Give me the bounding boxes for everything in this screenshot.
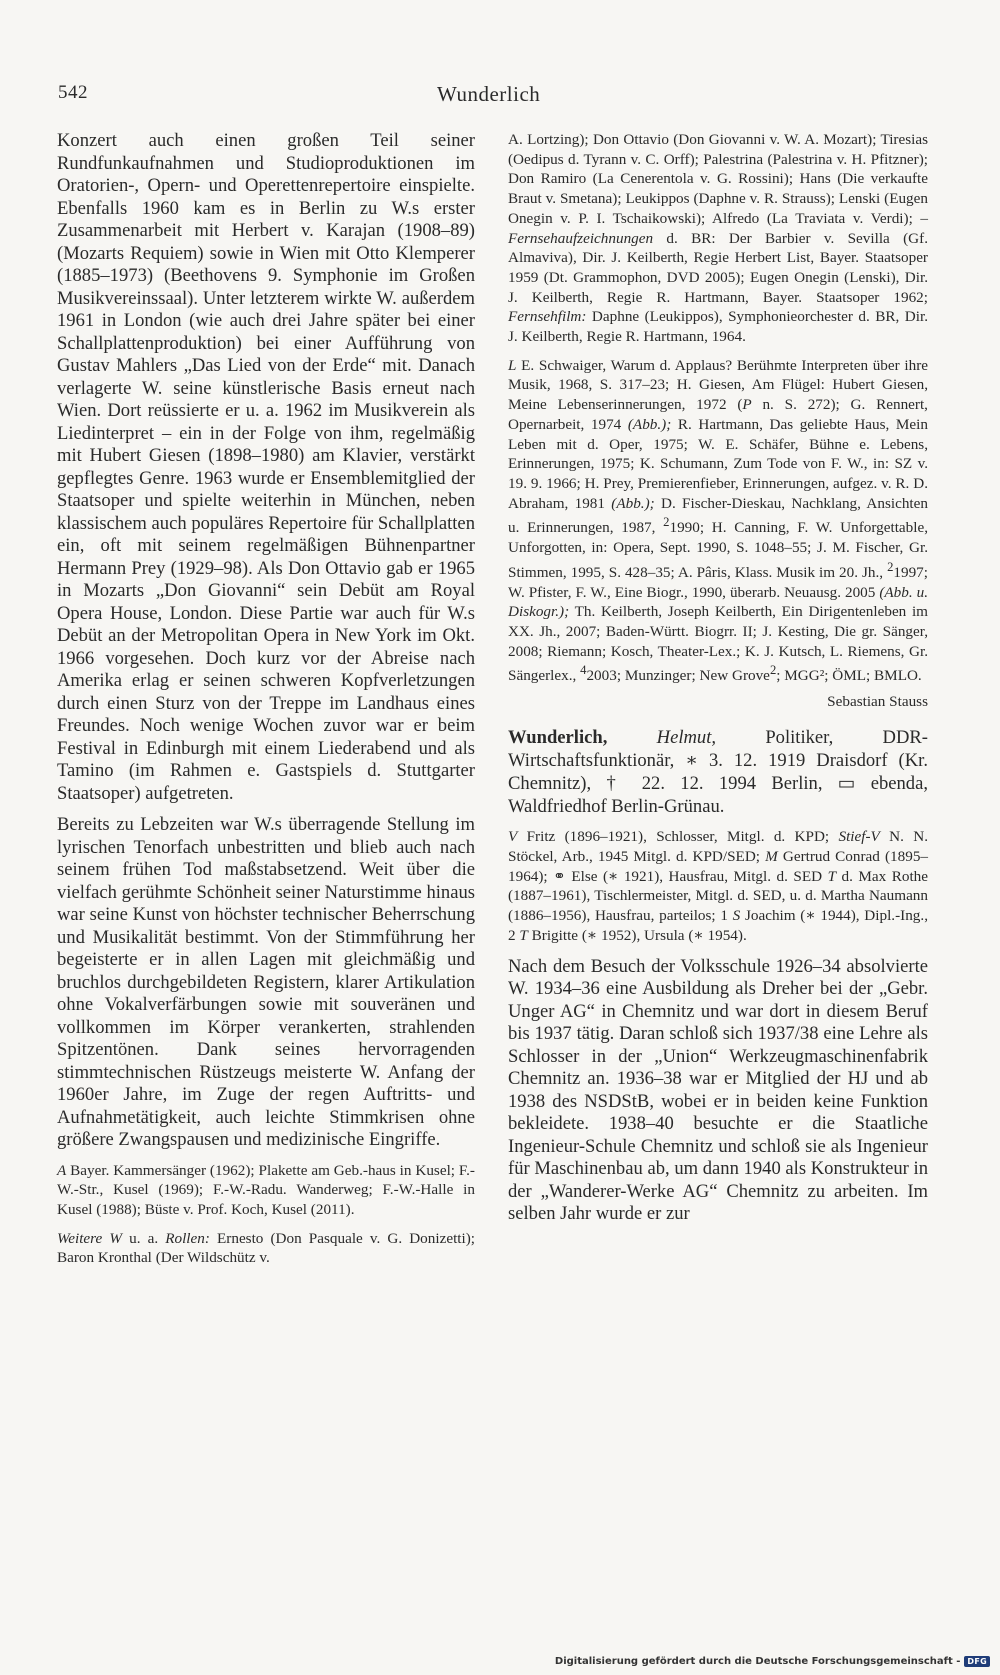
family-v-label: V — [508, 828, 518, 846]
family-b: N. N. Stöckel, Arb., 1945 Mitgl. d. KPD/SED; — [508, 828, 929, 866]
family-m-label: M — [765, 848, 778, 866]
family-stiefv-label: Stief-V — [838, 828, 880, 846]
dfg-logo: DFG — [964, 1656, 990, 1667]
body-paragraph-2: Bereits zu Lebzeiten war W.s überragende Stellung im lyrischen Tenorfach unbestritten und blieb auch nach seinem frühen Tod maßstabsetzend. Weit über die vielfach gerühmte Schönheit seiner Naturstimme hinaus war seine Kunst von höchster technischer Beherrschung und Musikalität bestimmt. Von der Stimmführung her begeisterte er in allen Lagen mit gleichmäßig und bruchlos durchgebildeten Registern, klarer Artikulation ohne Vokalverfärbungen sowie mit souveränen und vollkommen im Körper verankerten, strahlenden Spitzentönen. Dank seines hervorragenden stimmtechnischen Rüstzeugs meisterte W. Anfang der 1960er Jahre, im Zuge der regen Auftritts- und Aufnahmetätigkeit, auch leichte Stimmkrisen ohne größere Zwangspausen und medizinische Eingriffe. — [57, 814, 475, 1150]
works-section — [57, 1229, 475, 1268]
family-a: Fritz (1896–1921), Schlosser, Mitgl. d. KPD; — [517, 828, 839, 846]
literature-section — [508, 356, 928, 686]
lit-sup-2c: 2 — [769, 663, 777, 678]
entry-rest: Politiker, DDR-Wirtschaftsfunktionär, ∗ 3. 12. 1919 Draisdorf (Kr. Chemnitz), † 22. 12. 1994 Berlin, ▭ ebenda, Waldfriedhof Berlin-Grünau. — [508, 727, 928, 817]
lit-label: L — [508, 356, 517, 374]
works-roles-label: Rollen: — [165, 1229, 210, 1247]
tv-recordings-label: Fernsehaufzeichnungen — [508, 229, 654, 247]
works-continuation — [508, 130, 928, 347]
entry-headword: Wunderlich, — [508, 727, 608, 749]
tv-film-label: Fernsehfilm: — [508, 308, 587, 326]
author-signature: Sebastian Stauss — [827, 693, 928, 711]
family-f: Brigitte (∗ 1952), Ursula (∗ 1954). — [527, 926, 747, 944]
lit-i: ; MGG²; ÖML; BMLO. — [776, 667, 922, 685]
lit-h: 2003; Munzinger; New Grove — [586, 667, 770, 685]
works-cont-c: Daphne (Leukippos), Symphonieorchester d. BR, Dir. J. Keilberth, Regie R. Hartmann, 1964. — [508, 308, 928, 346]
lit-g: Th. Keilberth, Joseph Keilberth, Ein Dirigentenleben im XX. Jh., 2007; Baden-Württ. Biogrr. II; J. Kesting, Die gr. Sänger, 2008; Riemann; Kosch, Theater-Lex.; K. J. Kutsch, L. Riemens, Gr. Sängerlex., — [508, 603, 928, 685]
footer-text: Digitalisierung gefördert durch die Deutsche Forschungsgemeinschaft - — [554, 1656, 961, 1667]
lit-abb-3: (Abb. u. Diskogr.); — [508, 583, 928, 621]
family-c: Gertrud Conrad (1895–1964); ⚭ Else (∗ 1921), Hausfrau, Mitgl. d. SED — [508, 848, 929, 885]
right-column — [508, 130, 928, 1226]
lit-a: E. Schwaiger, Warum d. Applaus? Berühmte Interpreten über ihre Musik, 1968, S. 317–23; H. Giesen, Am Flügel: Hubert Giesen, Meine Lebenserinnerungen, 1972 ( — [508, 356, 928, 414]
biography-paragraph: Nach dem Besuch der Volksschule 1926–34 absolvierte W. 1934–36 eine Ausbildung als Dreher bei der „Gebr. Unger AG“ in Chemnitz und war dort in diesem Beruf bis 1937 tätig. Daran schloß sich 1937/38 eine Lehre als Schlosser in der „Union“ Werkzeugmaschinenfabrik Chemnitz an. 1936–38 war er Mitglied der HJ und ab 1938 des NSDStB, wobei er in beiden keine Funktion bekleidete. 1938–40 besuchte er die Staatliche Ingenieur-Schule Chemnitz und schloß sie als Ingenieur für Maschinenbau ab, um dann 1940 als Konstrukteur in der „Wanderer-Werke AG“ Chemnitz zu arbeiten. Im selben Jahr wurde er zur — [508, 955, 928, 1225]
family-d: d. Max Rothe (1887–1961), Tischlermeister, Mitgl. d. SED, u. d. Martha Naumann (1886–1956), Hausfrau, parteilos; 1 — [508, 867, 929, 925]
lit-f: 1997; W. Pfister, F. W., Eine Biogr., 1990, überarb. Neuausg. 2005 — [508, 563, 928, 601]
lit-sup-4: 4 — [580, 663, 587, 678]
lit-c: R. Hartmann, Das geliebte Haus, Mein Leben mit d. Oper, 1975; W. E. Schäfer, Bühne e. Lebens, Erinnerungen, 1975; K. Schumann, Zum Tode von F. W., in: SZ v. 19. 9. 1966; H. Prey, Premierenfieber, Erinnerungen, aufgez. v. R. D. Abraham, 1981 — [508, 415, 928, 512]
works-label: Weitere W — [57, 1229, 123, 1247]
lit-b: n. S. 272); G. Rennert, Opernarbeit, 1974 — [508, 396, 928, 433]
running-head: Wunderlich — [437, 82, 541, 106]
works-cont-a: A. Lortzing); Don Ottavio (Don Giovanni v. W. A. Mozart); Tiresias (Oedipus d. Tyrann v. C. Orff); Palestrina (Palestrina v. H. Pfitzner); Don Ramiro (La Cenerentola v. G. Rossini); Hans (Die verkaufte Braut v. Smetana); Leukippos (Daphne v. R. Strauss); Lenski (Eugen Onegin v. P. I. Tschaikowski); Alfredo (La Traviata v. Verdi); – — [508, 131, 928, 227]
page-number: 542 — [58, 82, 88, 103]
family-t2-label: T — [519, 926, 528, 944]
family-t-label: T — [827, 867, 837, 885]
lit-p: P — [742, 396, 752, 414]
family-e: Joachim (∗ 1944), Dipl.-Ing., 2 — [508, 907, 928, 944]
lit-d: D. Fischer-Dieskau, Nachklang, Ansichten u. Erinnerungen, 1987, — [508, 494, 928, 537]
family-section — [508, 827, 928, 945]
lit-sup-2b: 2 — [887, 559, 894, 574]
left-column — [57, 130, 475, 1268]
lit-sup-2a: 2 — [663, 515, 670, 530]
digitization-footer — [555, 1656, 990, 1667]
awards-text: Bayer. Kammersänger (1962); Plakette am Geb.-haus in Kusel; F.-W.-Str., Kusel (1969); F.-W.-Radu. Wanderweg; F.-W.-Halle in Kusel (1988); Büste v. Prof. Koch, Kusel (2011). — [57, 1161, 475, 1218]
lit-abb-1: (Abb.); — [627, 415, 672, 433]
works-cont-b: d. BR: Der Barbier v. Sevilla (Gf. Almaviva), Dir. J. Keilberth, Regie Herbert List, Bayer. Staatsoper 1959 (Dt. Grammophon, DVD 2005); Eugen Onegin (Lenski), Dir. J. Keilberth, Regie R. Hartmann, Bayer. Staatsoper 1962; — [508, 229, 928, 306]
works-mid: u. a. — [122, 1229, 166, 1247]
awards-section — [57, 1161, 475, 1220]
entry-firstname: Helmut, — [656, 727, 717, 749]
body-paragraph-1: Konzert auch einen großen Teil seiner Rundfunkaufnahmen und Studioproduktionen im Oratorien-, Opern- und Operettenrepertoire einspielte. Ebenfalls 1960 kam es in Berlin zu W.s erster Zusammenarbeit mit Herbert v. Karajan (1908–89) (Mozarts Requiem) sowie in Wien mit Otto Klemperer (1885–1973) (Beethovens 9. Symphonie im Großen Musikvereinssaal). Unter letzterem wirkte W. außerdem 1961 in London (wie auch drei Jahre später bei einer Schallplattenproduktion) bei einer Aufführung von Gustav Mahlers „Das Lied von der Erde“ mit. Danach verlagerte W. seine künstlerische Basis erneut nach Wien. Dort reüssierte er u. a. 1962 im Musikverein als Liedinterpret – ein in der Folge von ihm, regelmäßig mit Hubert Giesen (1898–1980) am Klavier, verstärkt gepflegtes Genre. 1963 wurde er Ensemblemitglied der Staatsoper und spielte weiterhin in München, neben klassischem auch populäres Repertoire für Schallplatten ein, oft mit seinem regelmäßigen Bühnenpartner Hermann Prey (1929–98). Als Don Ottavio gab er 1965 in Mozarts „Don Giovanni“ sein Debüt am Royal Opera House, London. Diese Partie war auch für W.s Debüt an der Metropolitan Opera in New York im Okt. 1966 vorgesehen. Doch kurz vor der Abreise nach Amerika erlag er seinen schweren Kopfverletzungen durch einen Sturz von der Treppe im Landhaus eines Freundes. Noch wenige Wochen zuvor war er beim Festival in Edinburgh mit einem Liederabend und als Tamino (im Rahmen e. Gastspiels d. Stuttgarter Staatsoper) aufgetreten. — [57, 130, 475, 804]
lit-e: 1990; H. Canning, F. W. Unforgettable, Unforgotten, in: Opera, Sept. 1990, S. 1048–55; J. M. Fischer, Gr. Stimmen, 1995, S. 428–35; A. Pâris, Klass. Musik im 20. Jh., — [508, 519, 929, 581]
awards-label: A — [57, 1161, 67, 1179]
entry-heading — [508, 727, 928, 818]
family-s-label: S — [732, 907, 741, 925]
works-text: Ernesto (Don Pasquale v. G. Donizetti); Baron Kronthal (Der Wildschütz v. — [57, 1229, 476, 1267]
lit-abb-2: (Abb.); — [611, 494, 655, 512]
